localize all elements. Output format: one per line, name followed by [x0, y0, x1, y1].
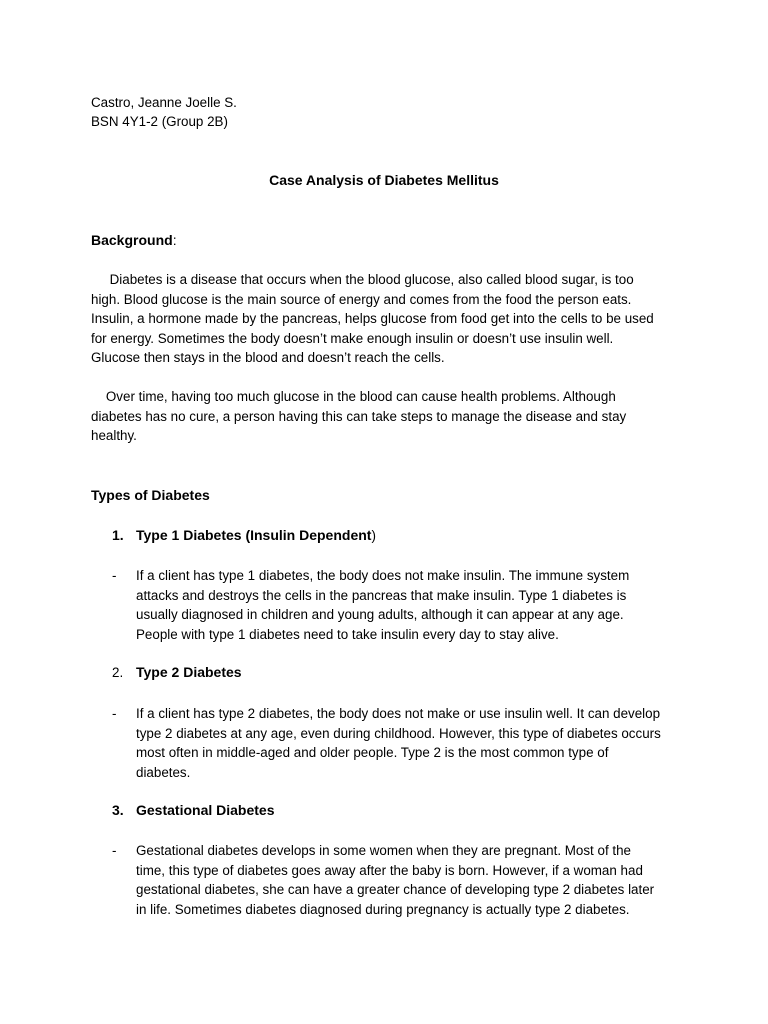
- types-heading: Types of Diabetes: [91, 487, 210, 503]
- paragraph-line: Glucose then stays in the blood and doesn’t reach the cells.: [91, 350, 445, 365]
- bullet-dash: -: [112, 568, 117, 583]
- type-3-title: Gestational Diabetes: [136, 802, 275, 818]
- background-heading: [91, 231, 177, 251]
- paragraph-line: healthy.: [91, 428, 137, 443]
- list-number-1: 1.: [112, 527, 124, 543]
- paragraph-line: Over time, having too much glucose in the blood can cause health problems. Although: [91, 389, 616, 404]
- description-line: People with type 1 diabetes need to take insulin every day to stay alive.: [136, 626, 559, 642]
- type-1-title-text: Type 1 Diabetes (Insulin Dependent: [136, 527, 372, 543]
- type-2-title: Type 2 Diabetes: [136, 664, 242, 680]
- description-line: gestational diabetes, she can have a greater chance of developing type 2 diabetes later: [136, 882, 655, 897]
- description-line: usually diagnosed in children and young adults, although it can appear at any age.: [136, 607, 624, 622]
- description-line: Gestational diabetes develops in some women when they are pregnant. Most of the: [136, 843, 632, 858]
- background-heading-colon: :: [172, 232, 177, 248]
- description-line: attacks and destroys the cells in the pancreas that make insulin. Type 1 diabetes is: [136, 587, 627, 603]
- background-paragraph-1: [91, 270, 681, 368]
- type-3-description: [136, 841, 696, 919]
- paragraph-line: diabetes has no cure, a person having this can take steps to manage the disease and stay: [91, 408, 627, 424]
- bullet-dash: -: [112, 706, 117, 721]
- description-line: If a client has type 1 diabetes, the body does not make insulin. The immune system: [136, 568, 630, 583]
- background-paragraph-2: [91, 387, 681, 446]
- description-line: most often in middle-aged and older people. Type 2 is the most common type of: [136, 745, 609, 760]
- description-line: time, this type of diabetes goes away after the baby is born. However, if a woman had: [136, 862, 643, 878]
- type-1-description: [136, 566, 696, 644]
- description-line: type 2 diabetes at any age, even during childhood. However, this type of diabetes occurs: [136, 725, 661, 741]
- list-number-3: 3.: [112, 802, 124, 818]
- paragraph-line: Diabetes is a disease that occurs when the blood glucose, also called blood sugar, is too: [91, 272, 634, 287]
- type-1-title: [136, 526, 376, 546]
- bullet-dash: -: [112, 843, 117, 858]
- document-title: Case Analysis of Diabetes Mellitus: [269, 172, 499, 188]
- paragraph-line: Insulin, a hormone made by the pancreas, helps glucose from food get into the cells to be used: [91, 311, 654, 326]
- background-heading-text: Background: [91, 232, 173, 248]
- type-1-title-suffix: ): [371, 528, 376, 543]
- author-class: BSN 4Y1-2 (Group 2B): [91, 114, 228, 129]
- author-name: Castro, Jeanne Joelle S.: [91, 95, 237, 110]
- description-line: in life. Sometimes diabetes diagnosed during pregnancy is actually type 2 diabetes.: [136, 901, 630, 917]
- description-line: If a client has type 2 diabetes, the body does not make or use insulin well. It can develop: [136, 706, 661, 721]
- description-line: diabetes.: [136, 764, 191, 780]
- list-number-2: 2.: [112, 665, 124, 680]
- type-2-description: [136, 704, 696, 782]
- paragraph-line: for energy. Sometimes the body doesn’t make enough insulin or doesn’t use insulin well.: [91, 330, 614, 346]
- paragraph-line: high. Blood glucose is the main source of energy and comes from the food the person eats.: [91, 291, 632, 307]
